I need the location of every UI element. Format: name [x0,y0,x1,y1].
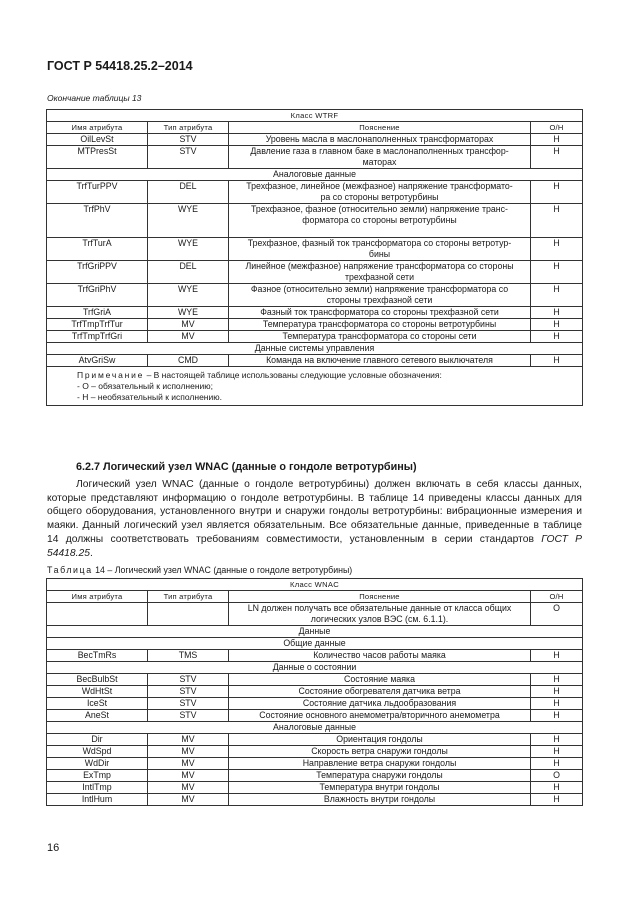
mandatory-flag: Н [531,134,583,146]
mandatory-flag: Н [531,355,583,367]
description-line: Состояние маяка [344,674,415,684]
mandatory-flag: Н [531,650,583,662]
attribute-description [229,238,531,261]
mandatory-flag: Н [531,238,583,261]
attribute-type: MV [148,758,229,770]
attribute-name: BecTmRs [47,650,148,662]
mandatory-flag: Н [531,284,583,307]
attribute-description [229,355,531,367]
attribute-type [148,603,229,626]
description-line: бины [368,249,391,259]
mandatory-flag: Н [531,204,583,238]
column-header: Имя атрибута [47,122,148,134]
table-row [47,238,583,261]
attribute-type: MV [148,770,229,782]
description-line: Температура снаружи гондолы [316,770,443,780]
mandatory-flag: Н [531,734,583,746]
section-row [47,169,583,181]
attribute-name: TrfTurA [47,238,148,261]
table-row [47,284,583,307]
note-item: - О – обязательный к исполнению; [77,381,214,391]
column-header: О/Н [531,591,583,603]
attribute-name: WdSpd [47,746,148,758]
attribute-name: AtvGriSw [47,355,148,367]
description-line: трехфазной сети [344,272,415,282]
column-header: Пояснение [229,122,531,134]
attribute-name: TrfTmpTrfGri [47,331,148,343]
description-line: Ориентация гондолы [336,734,423,744]
section-label: Данные [47,626,583,638]
mandatory-flag: Н [531,710,583,722]
attribute-type: MV [148,319,229,331]
table-row [47,674,583,686]
attribute-type: WYE [148,238,229,261]
description-line: Уровень масла в маслонаполненных трансформаторах [265,134,494,144]
attribute-name: TrfTmpTrfTur [47,319,148,331]
attribute-type: MV [148,734,229,746]
description-line: Линейное (межфазное) напряжение трансформатора со стороны [245,261,514,271]
mandatory-flag: О [531,603,583,626]
table-row [47,710,583,722]
class-label: Класс WNAC [47,579,583,591]
attribute-description [229,674,531,686]
attribute-description [229,734,531,746]
mandatory-flag: Н [531,181,583,204]
attribute-description [229,204,531,238]
mandatory-flag: Н [531,782,583,794]
description-line: LN должен получать все обязательные данные от класса общих [247,603,512,613]
column-header-row [47,591,583,603]
attribute-type: STV [148,686,229,698]
description-line: Команда на включение главного сетевого выключателя [266,355,493,365]
mandatory-flag: Н [531,319,583,331]
table13-caption: Окончание таблицы 13 [47,93,142,103]
attribute-type: STV [148,674,229,686]
table-row [47,758,583,770]
attribute-description [229,650,531,662]
note-text: – В настоящей таблице использованы следующие условные обозначения: [144,370,442,380]
attribute-description [229,181,531,204]
attribute-name: IceSt [47,698,148,710]
class-label: Класс WTRF [47,110,583,122]
description-line: Фазный ток трансформатора со стороны трехфазной сети [260,307,499,317]
section-heading: 6.2.7 Логический узел WNAC (данные о гондоле ветротурбины) [76,461,417,473]
description-line: Температура трансформатора со стороны ветротурбины [262,319,497,329]
column-header: О/Н [531,122,583,134]
attribute-description [229,146,531,169]
mandatory-flag: Н [531,674,583,686]
attribute-type: STV [148,134,229,146]
section-row [47,662,583,674]
description-line: Состояние основного анемометра/вторичного анемометра [259,710,500,720]
mandatory-flag: Н [531,146,583,169]
section-row [47,626,583,638]
attribute-name: IntlHum [47,794,148,806]
attribute-type: MV [148,782,229,794]
description-line: Скорость ветра снаружи гондолы [311,746,448,756]
attribute-type: MV [148,746,229,758]
attribute-description [229,746,531,758]
attribute-type: DEL [148,261,229,284]
attribute-type: STV [148,710,229,722]
table-row [47,686,583,698]
mandatory-flag: Н [531,698,583,710]
note-row [47,367,583,406]
attribute-type: WYE [148,284,229,307]
table-row [47,319,583,331]
attribute-type: MV [148,794,229,806]
attribute-name: TrfTurPPV [47,181,148,204]
description-line: Температура трансформатора со стороны сети [282,331,477,341]
section-row [47,638,583,650]
document-header: ГОСТ Р 54418.25.2–2014 [47,59,193,73]
attribute-description [229,331,531,343]
attribute-description [229,603,531,626]
description-line: маторах [362,157,397,167]
section-label: Общие данные [47,638,583,650]
description-line: стороны трехфазной сети [326,295,433,305]
description-line: Влажность внутри гондолы [323,794,436,804]
description-line: Температура внутри гондолы [319,782,440,792]
attribute-type: CMD [148,355,229,367]
table-row [47,770,583,782]
note-label: Примечание [77,370,145,380]
mandatory-flag: Н [531,331,583,343]
attribute-name: BecBulbSt [47,674,148,686]
column-header-row [47,122,583,134]
attribute-name: WdDir [47,758,148,770]
table-row [47,734,583,746]
attribute-name: TrfGriPPV [47,261,148,284]
column-header: Тип атрибута [148,591,229,603]
column-header: Пояснение [229,591,531,603]
attribute-description [229,770,531,782]
attribute-name: TrfPhV [47,204,148,238]
attribute-name: Dir [47,734,148,746]
attribute-name: WdHtSt [47,686,148,698]
description-line: форматора со стороны ветротурбины [302,215,457,225]
attribute-name: TrfGriA [47,307,148,319]
column-header: Имя атрибута [47,591,148,603]
description-line: Состояние обогревателя датчика ветра [298,686,461,696]
attribute-description [229,782,531,794]
description-line: Количество часов работы маяка [313,650,446,660]
attribute-type: STV [148,698,229,710]
section-paragraph: Логический узел WNAC (данные о гондоле ветротурбины) должен включать в себя классы данных, которые представляют информацию о гондоле ветротурбины. В таблице 14 приведены классы данных для общего оборудования, установленного внутри и снаружи гондолы ветротурбины: вибрационные измерения и маяки. Данный логический узел является обязательным. Все обязательные данные, приведенные в таблице 14 должны соответствовать требованиям совместимости, установленным в серии стандартов ГОСТ Р 54418.25. [47,479,582,559]
attribute-type: WYE [148,204,229,238]
attribute-description [229,261,531,284]
description-line: Трехфазное, фазное (относительно земли) напряжение транс- [251,204,508,214]
description-line: ра со стороны ветротурбины [320,192,439,202]
section-label: Данные о состоянии [47,662,583,674]
table-row [47,261,583,284]
description-line: Состояние датчика льдообразования [302,698,457,708]
note-item: - Н – необязательный к исполнению. [77,392,222,402]
attribute-description [229,134,531,146]
table-14 [46,578,583,806]
attribute-name: MTPresSt [47,146,148,169]
section-label: Данные системы управления [47,343,583,355]
attribute-type: WYE [148,307,229,319]
mandatory-flag: О [531,770,583,782]
attribute-description [229,307,531,319]
attribute-description [229,758,531,770]
mandatory-flag: Н [531,686,583,698]
attribute-type: MV [148,331,229,343]
attribute-name: OilLevSt [47,134,148,146]
description-line: Трехфазное, линейное (межфазное) напряжение трансформато- [246,181,513,191]
attribute-type: STV [148,146,229,169]
attribute-description [229,319,531,331]
table-row [47,650,583,662]
description-line: логических узлов ВЭС (см. 6.1.1). [310,614,449,624]
note-line [77,370,570,381]
description-line: Давление газа в главном баке в маслонаполненных трансфор- [250,146,509,156]
section-label: Аналоговые данные [47,169,583,181]
attribute-description [229,686,531,698]
table-row [47,746,583,758]
attribute-type: TMS [148,650,229,662]
table14-caption: Таблица 14 – Логический узел WNAC (данные о гондоле ветротурбины) [47,565,353,575]
attribute-description [229,794,531,806]
table-row [47,204,583,238]
mandatory-flag: Н [531,307,583,319]
table-row [47,698,583,710]
description-line: Направление ветра снаружи гондолы [302,758,457,768]
attribute-name: IntlTmp [47,782,148,794]
table-row [47,782,583,794]
table-row [47,355,583,367]
attribute-name [47,603,148,626]
standard-reference: ГОСТ Р 54418.25 [47,533,582,559]
attribute-name: TrfGriPhV [47,284,148,307]
description-line: Фазное (относительно земли) напряжение трансформатора со [250,284,509,294]
table-row [47,603,583,626]
paragraph-text: Логический узел WNAC (данные о гондоле ветротурбины) должен включать в себя классы данных, которые представляют информацию о гондоле ветротурбины. В таблице 14 приведены классы данных для общего оборудования, установленного внутри и снаружи гондолы ветротурбины: вибрационные измерения и маяки. Данный логический узел является обязательным. Все обязательные данные, приведенные в таблице 14 должны соответствовать требованиям совместимости, установленным в серии стандартов [47,479,582,545]
table-row [47,134,583,146]
table-note [47,367,583,406]
table-row [47,331,583,343]
table-row [47,181,583,204]
mandatory-flag: Н [531,746,583,758]
column-header: Тип атрибута [148,122,229,134]
section-row [47,343,583,355]
attribute-type: DEL [148,181,229,204]
table-row [47,794,583,806]
table-13 [46,109,583,406]
description-line: Трехфазное, фазный ток трансформатора со стороны ветротур- [247,238,512,248]
table-row [47,307,583,319]
class-row [47,579,583,591]
mandatory-flag: Н [531,261,583,284]
page-number: 16 [47,842,60,854]
class-row [47,110,583,122]
attribute-name: ExTmp [47,770,148,782]
attribute-description [229,710,531,722]
mandatory-flag: Н [531,794,583,806]
section-label: Аналоговые данные [47,722,583,734]
mandatory-flag: Н [531,758,583,770]
section-row [47,722,583,734]
attribute-name: AneSt [47,710,148,722]
attribute-description [229,698,531,710]
table-row [47,146,583,169]
attribute-description [229,284,531,307]
